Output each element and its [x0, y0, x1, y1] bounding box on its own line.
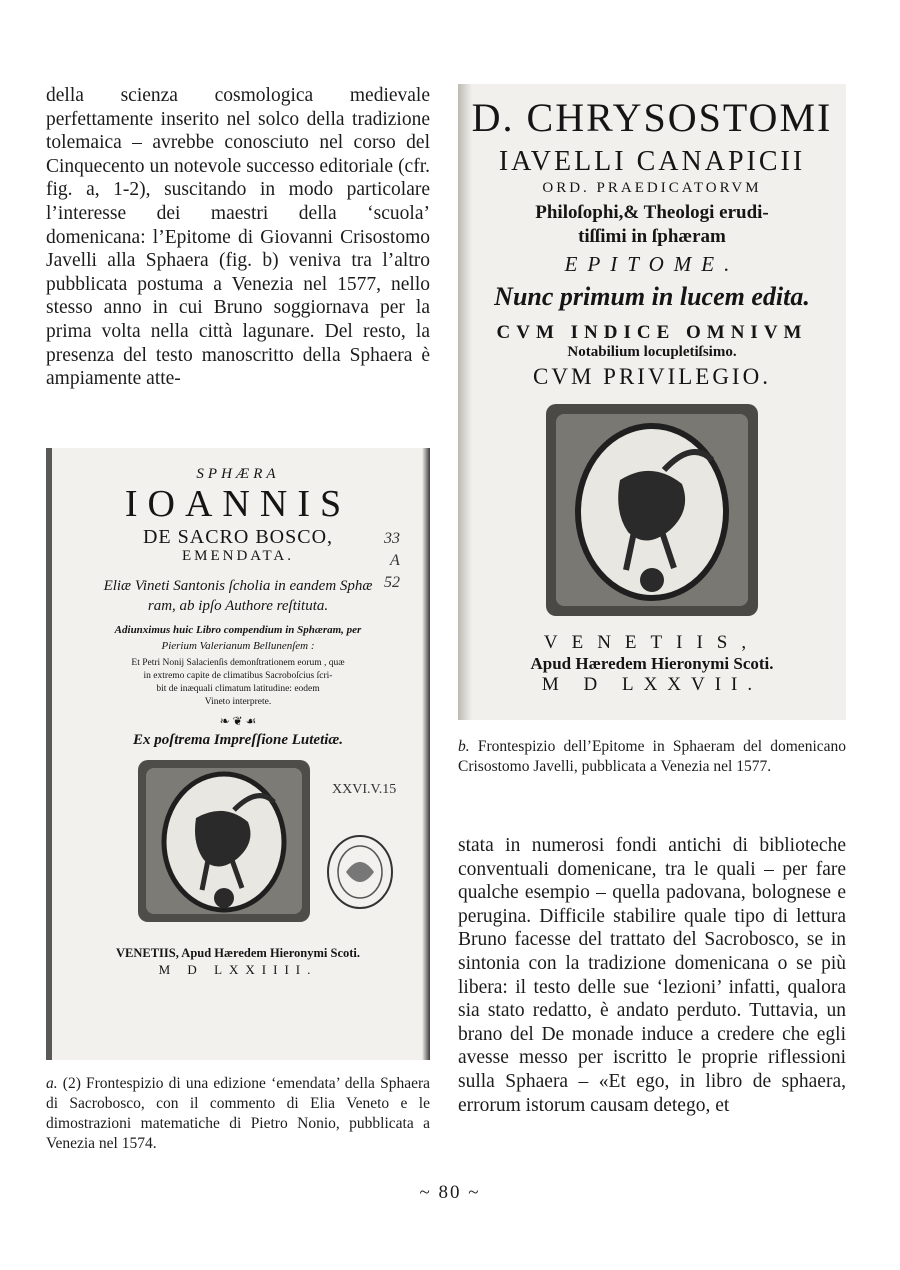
margin-note: 52 — [384, 574, 400, 591]
caption-a-text: (2) Frontespizio di una edizione ‘emendata’ della Sphaera di Sacrobosco, con il commento di Elia Veneto e le dimostrazioni matematiche di Pietro Nonio, pubblicata a Venezia nel 1574. — [46, 1075, 431, 1152]
body-text-left — [46, 84, 430, 391]
fig-a-line: Pierium Valerianum Bellunenſem : — [161, 640, 315, 652]
ornament-divider: ❧ ❦ ☙ — [219, 714, 257, 728]
fig-a-line: IOANNIS — [124, 483, 352, 525]
fig-a-line: DE SACRO BOSCO, — [142, 526, 334, 548]
fig-a-line: in extremo capite de climatibus Sacroboſcius ſcri- — [143, 671, 333, 681]
figure-a-frontispiece — [46, 448, 430, 1060]
library-stamp — [324, 832, 396, 912]
griffin-printer-mark — [542, 400, 762, 620]
fig-b-line: Philoſophi,& Theologi erudi- — [535, 202, 769, 223]
fig-a-line: Adiunximus huic Libro compendium in Sphæram, per — [114, 624, 362, 636]
margin-note: 33 — [384, 530, 400, 547]
fig-b-line: ORD. PRAEDICATORVM — [542, 180, 762, 196]
fig-b-line: VENETIIS, — [543, 632, 761, 653]
fig-b-line: EPITOME. — [564, 252, 740, 276]
fig-a-line: Eliæ Vineti Santonis ſcholia in eandem Sphæ — [103, 578, 373, 594]
fig-a-line: VENETIIS, Apud Hæredem Hieronymi Scoti. — [115, 946, 360, 960]
fig-b-line: Apud Hæredem Hieronymi Scoti. — [530, 654, 774, 673]
fig-a-line: Ex poſtrema Impreſſione Lutetiæ. — [133, 732, 343, 748]
figure-a-caption — [46, 1074, 430, 1154]
figure-b-frontispiece — [458, 84, 846, 720]
fig-b-line: CVM PRIVILEGIO. — [533, 364, 771, 389]
fig-a-line: SPHÆRA — [196, 466, 280, 482]
fig-a-line: EMENDATA. — [181, 548, 295, 564]
fig-b-line: IAVELLI CANAPICII — [498, 146, 806, 177]
caption-b-lead: b. — [458, 738, 470, 755]
fig-b-line: tiſſimi in ſphæram — [578, 226, 726, 247]
fig-a-line: bit de inæquali climatum latitudine: eodem — [156, 684, 320, 694]
fig-b-line: CVM INDICE OMNIVM — [496, 322, 808, 343]
fig-a-line: Vineto interprete. — [204, 697, 272, 707]
paragraph-left: della scienza cosmologica medievale perfettamente inserito nel solco della tradizione tolemaica – avrebbe conosciuto nel corso del Cinquecento un notevole successo editoriale (cfr. fig. a, 1-2), suscitando in modo particolare l’interesse dei maestri della ‘scuola’ domenicana: l’Epitome di Giovanni Crisostomo Javelli alla Sphaera (fig. b) veniva tra l’altro pubblicata postuma a Venezia nel 1577, nello stesso anno in cui Bruno soggiornava per la prima volta nella città lagunare. Del resto, la presenza del testo manoscritto della Sphaera è ampiamente atte- — [46, 85, 430, 390]
margin-note: XXVI.V.15 — [332, 782, 397, 797]
caption-b-text: Frontespizio dell’Epitome in Sphaeram del domenicano Crisostomo Javelli, pubblicata a Venezia nel 1577. — [458, 738, 847, 775]
paragraph-right: stata in numerosi fondi antichi di biblioteche conventuali domenicane, tra le quali – per fare qualche esempio – quella padovana, bolognese e perugina. Difficile stabilire quale tipo di lettura Bruno facesse del trattato del Sacrobosco, se in sintonia con la tradizione domenicana o se più libera: il testo delle sue ‘lezioni’ infatti, qualora sia stato redatto, è andato perduto. Tuttavia, un brano del De monade induce a credere che egli avesse messo per iscritto le proprie riflessioni sulla Sphaera – «Et ego, in libro de sphaera, errorum istorum causam detego, et — [458, 835, 846, 1116]
fig-a-line: M D LXXIIII. — [158, 962, 318, 977]
body-text-right — [458, 834, 846, 1117]
margin-note: A — [390, 552, 400, 569]
fig-b-line: M D LXXVII. — [541, 674, 763, 695]
fig-b-line: Nunc primum in lucem edita. — [494, 282, 810, 311]
fig-a-line: ram, ab ipſo Authore reſtituta. — [147, 598, 329, 614]
page-number: ~ 80 ~ — [419, 1182, 481, 1203]
caption-a-lead: a. — [46, 1075, 58, 1092]
griffin-printer-mark — [134, 756, 314, 926]
fig-a-line: Et Petri Nonij Salacienſis demonſtrationem eorum , quæ — [131, 658, 345, 668]
fig-b-line: Notabilium locupletiſsimo. — [567, 344, 737, 360]
figure-b-caption — [458, 737, 846, 777]
fig-b-line: D. CHRYSOSTOMI — [471, 95, 833, 140]
